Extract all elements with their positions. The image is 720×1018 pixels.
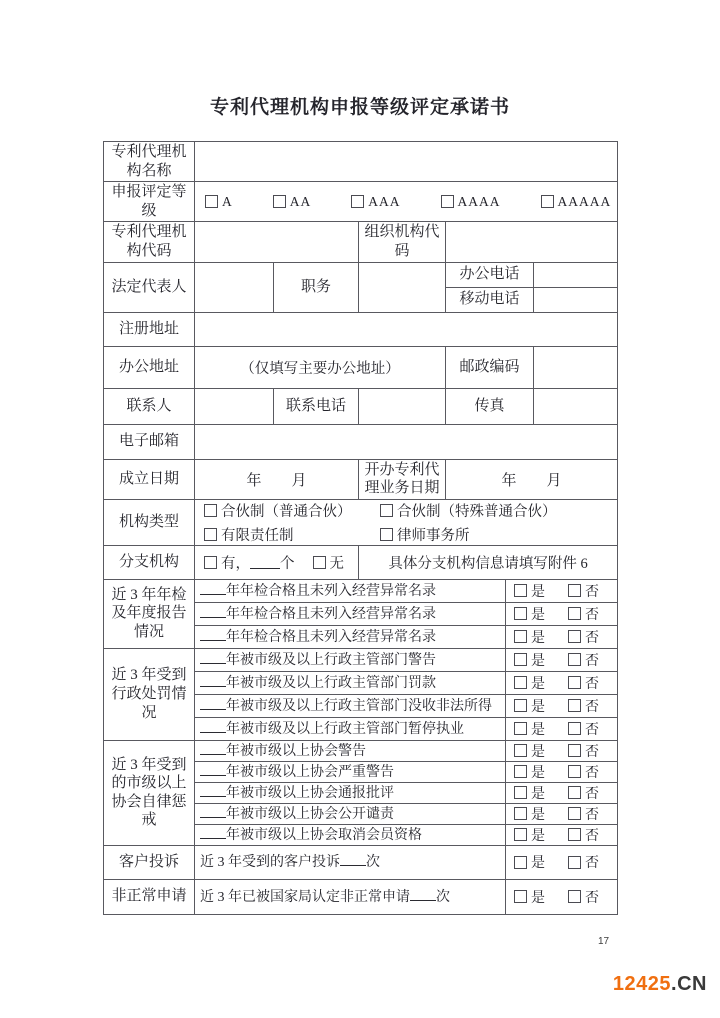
row-reg-address (104, 312, 618, 346)
month-label: 月 (291, 472, 307, 489)
yes-checkbox[interactable]: 是 (514, 627, 545, 647)
label-org-type: 机构类型 (104, 499, 195, 545)
checkbox-icon[interactable] (568, 856, 581, 869)
org-type-general-partnership[interactable]: 合伙制（普通合伙） (204, 500, 380, 521)
checkbox-icon[interactable] (514, 722, 527, 735)
label-assoc-discipline: 近 3 年受到的市级以上协会自律惩戒 (104, 740, 195, 845)
yes-checkbox[interactable]: 是 (514, 696, 545, 716)
grade-option-a[interactable]: A (205, 194, 233, 210)
label-contact: 联系人 (104, 388, 195, 424)
agency-name-input[interactable] (195, 142, 618, 182)
month-label: 月 (546, 472, 562, 489)
label-office-phone: 办公电话 (446, 262, 534, 287)
checkbox-icon[interactable] (204, 528, 217, 541)
year-blank[interactable] (200, 763, 226, 776)
year-blank[interactable] (200, 720, 226, 733)
checkbox-icon[interactable] (514, 676, 527, 689)
postal-code-input[interactable] (534, 346, 618, 388)
statement-text: 年年检合格且未列入经营异常名录 (226, 606, 436, 622)
fax-input[interactable] (534, 388, 618, 424)
form-table (103, 141, 618, 915)
no-checkbox[interactable]: 否 (568, 741, 599, 761)
statement-cell (195, 761, 506, 782)
checkbox-icon[interactable] (568, 699, 581, 712)
checkbox-icon[interactable] (568, 653, 581, 666)
no-checkbox[interactable]: 否 (568, 581, 599, 601)
yes-no-cell (506, 740, 618, 761)
yes-checkbox[interactable]: 是 (514, 852, 545, 872)
contact-phone-input[interactable] (359, 388, 446, 424)
yes-checkbox[interactable]: 是 (514, 604, 545, 624)
statement-text: 年被市级及以上行政主管部门没收非法所得 (226, 698, 492, 714)
org-type-limited-liability[interactable]: 有限责任制 (204, 524, 380, 545)
agency-code-input[interactable] (195, 222, 359, 262)
label-branches: 分支机构 (104, 545, 195, 579)
grade-option-aaa[interactable]: AAA (351, 194, 400, 210)
year-blank[interactable] (200, 605, 226, 618)
label-reg-address: 注册地址 (104, 312, 195, 346)
checkbox-icon[interactable] (204, 556, 217, 569)
year-blank[interactable] (200, 697, 226, 710)
watermark-tld-text: .CN (671, 973, 707, 995)
org-type-options-cell (195, 499, 618, 545)
statement-cell (195, 740, 506, 761)
watermark-logo[interactable] (613, 973, 707, 996)
row-dates (104, 459, 618, 499)
label-abnormal: 非正常申请 (104, 879, 195, 914)
label-agency-name: 专利代理机构名称 (104, 142, 195, 182)
yes-no-cell (506, 879, 618, 914)
yes-no-cell (506, 845, 618, 879)
yes-no-cell (506, 761, 618, 782)
office-address-note[interactable]: （仅填写主要办公地址） (195, 346, 446, 388)
org-type-special-partnership[interactable]: 合伙制（特殊普通合伙） (380, 500, 615, 521)
count-blank[interactable] (340, 853, 366, 866)
branches-note: 具体分支机构信息请填写附件 6 (359, 545, 618, 579)
reg-address-input[interactable] (195, 312, 618, 346)
branches-none-checkbox[interactable]: 无 (313, 552, 345, 573)
year-blank[interactable] (200, 674, 226, 687)
row-codes (104, 222, 618, 262)
statement-text: 年被市级以上协会警告 (226, 743, 366, 759)
contact-input[interactable] (195, 388, 274, 424)
year-blank[interactable] (200, 628, 226, 641)
row-org-type (104, 499, 618, 545)
yes-no-cell (506, 782, 618, 803)
statement-cell (195, 602, 506, 625)
statement-text: 年被市级及以上行政主管部门罚款 (226, 675, 436, 691)
practice-start-date-input[interactable] (446, 459, 618, 499)
yes-no-cell (506, 602, 618, 625)
yes-checkbox[interactable]: 是 (514, 783, 545, 803)
label-practice-start: 开办专利代理业务日期 (359, 459, 446, 499)
no-checkbox[interactable]: 否 (568, 604, 599, 624)
year-label: 年 (246, 472, 262, 489)
grade-option-aaaaa[interactable]: AAAAA (541, 194, 612, 210)
page-number: 17 (598, 936, 610, 947)
branches-options-cell (195, 545, 359, 579)
statement-cell (195, 671, 506, 694)
label-contact-phone: 联系电话 (274, 388, 359, 424)
checkbox-icon[interactable] (441, 195, 454, 208)
year-label: 年 (501, 472, 517, 489)
checkbox-icon[interactable] (568, 722, 581, 735)
year-blank[interactable] (200, 784, 226, 797)
checkbox-icon[interactable] (514, 630, 527, 643)
statement-text: 年被市级以上协会取消会员资格 (226, 827, 422, 843)
statement-text: 年被市级以上协会通报批评 (226, 785, 394, 801)
checkbox-icon[interactable] (568, 744, 581, 757)
row-complaints (104, 845, 618, 879)
yes-checkbox[interactable]: 是 (514, 804, 545, 824)
no-checkbox[interactable]: 否 (568, 627, 599, 647)
no-checkbox[interactable]: 否 (568, 719, 599, 739)
statement-suffix: 次 (366, 855, 380, 871)
branches-count-unit: 个 (280, 555, 295, 572)
statement-text: 年被市级以上协会公开谴责 (226, 806, 394, 822)
no-checkbox[interactable]: 否 (568, 825, 599, 845)
checkbox-icon[interactable] (568, 630, 581, 643)
page-title: 专利代理机构申报等级评定承诺书 (209, 97, 510, 118)
no-checkbox[interactable]: 否 (568, 804, 599, 824)
statement-text: 年年检合格且未列入经营异常名录 (226, 629, 436, 645)
checkbox-icon[interactable] (313, 556, 326, 569)
row-email (104, 424, 618, 459)
year-blank[interactable] (200, 826, 226, 839)
statement-text: 年被市级及以上行政主管部门暂停执业 (226, 721, 464, 737)
position-input[interactable] (359, 262, 446, 312)
no-checkbox[interactable]: 否 (568, 887, 599, 907)
grade-options-cell (195, 182, 618, 222)
statement-cell (195, 625, 506, 648)
label-legal-rep: 法定代表人 (104, 262, 195, 312)
yes-no-cell (506, 824, 618, 845)
label-org-code: 组织机构代码 (359, 222, 446, 262)
checkbox-icon[interactable] (514, 786, 527, 799)
email-input[interactable] (195, 424, 618, 459)
year-blank[interactable] (200, 805, 226, 818)
statement-cell (195, 845, 506, 879)
established-date-input[interactable] (195, 459, 359, 499)
yes-checkbox[interactable]: 是 (514, 719, 545, 739)
label-admin-penalty: 近 3 年受到行政处罚情况 (104, 648, 195, 740)
yes-no-cell (506, 803, 618, 824)
label-email: 电子邮箱 (104, 424, 195, 459)
statement-cell (195, 824, 506, 845)
checkbox-icon[interactable] (205, 195, 218, 208)
checkbox-icon[interactable] (273, 195, 286, 208)
statement-cell (195, 803, 506, 824)
yes-checkbox[interactable]: 是 (514, 741, 545, 761)
branches-has-checkbox[interactable]: 有， (204, 552, 250, 573)
checkbox-icon[interactable] (568, 786, 581, 799)
label-postal-code: 邮政编码 (446, 346, 534, 388)
row-abnormal (104, 879, 618, 914)
checkbox-icon[interactable] (514, 699, 527, 712)
no-checkbox[interactable]: 否 (568, 673, 599, 693)
checkbox-icon[interactable] (514, 584, 527, 597)
checkbox-icon[interactable] (541, 195, 554, 208)
checkbox-icon[interactable] (514, 607, 527, 620)
statement-cell (195, 648, 506, 671)
yes-checkbox[interactable]: 是 (514, 673, 545, 693)
no-checkbox[interactable]: 否 (568, 762, 599, 782)
checkbox-icon[interactable] (351, 195, 364, 208)
year-blank[interactable] (200, 651, 226, 664)
legal-rep-input[interactable] (195, 262, 274, 312)
checkbox-icon[interactable] (514, 765, 527, 778)
statement-suffix: 次 (436, 889, 450, 905)
row-office-address (104, 346, 618, 388)
checkbox-icon[interactable] (514, 890, 527, 903)
grade-option-aaaa[interactable]: AAAA (441, 194, 501, 210)
statement-cell (195, 879, 506, 914)
yes-no-cell (506, 694, 618, 717)
row-annual-check-1 (104, 579, 618, 602)
statement-text: 近 3 年受到的客户投诉 (200, 855, 340, 871)
office-phone-input[interactable] (534, 262, 618, 287)
org-type-law-firm[interactable]: 律师事务所 (380, 524, 615, 545)
checkbox-icon[interactable] (204, 504, 217, 517)
label-mobile-phone: 移动电话 (446, 287, 534, 312)
row-agency-name (104, 142, 618, 182)
row-branches (104, 545, 618, 579)
statement-cell (195, 717, 506, 740)
row-assoc-discipline-1 (104, 740, 618, 761)
no-checkbox[interactable]: 否 (568, 650, 599, 670)
checkbox-icon[interactable] (568, 807, 581, 820)
mobile-phone-input[interactable] (534, 287, 618, 312)
statement-text: 年被市级以上协会严重警告 (226, 764, 394, 780)
checkbox-icon[interactable] (568, 890, 581, 903)
no-checkbox[interactable]: 否 (568, 783, 599, 803)
checkbox-icon[interactable] (380, 504, 393, 517)
no-checkbox[interactable]: 否 (568, 852, 599, 872)
statement-text: 近 3 年已被国家局认定非正常申请 (200, 889, 410, 905)
label-fax: 传真 (446, 388, 534, 424)
checkbox-icon[interactable] (514, 828, 527, 841)
grade-option-aa[interactable]: AA (273, 194, 312, 210)
checkbox-icon[interactable] (568, 676, 581, 689)
count-blank[interactable] (410, 888, 436, 901)
yes-checkbox[interactable]: 是 (514, 887, 545, 907)
label-annual-check: 近 3 年年检及年度报告情况 (104, 579, 195, 648)
org-code-input[interactable] (446, 222, 618, 262)
row-admin-penalty-1 (104, 648, 618, 671)
yes-no-cell (506, 625, 618, 648)
label-office-address: 办公地址 (104, 346, 195, 388)
checkbox-icon[interactable] (514, 744, 527, 757)
checkbox-icon[interactable] (514, 807, 527, 820)
checkbox-icon[interactable] (568, 607, 581, 620)
yes-no-cell (506, 717, 618, 740)
yes-checkbox[interactable]: 是 (514, 581, 545, 601)
statement-text: 年被市级及以上行政主管部门警告 (226, 652, 436, 668)
checkbox-icon[interactable] (514, 653, 527, 666)
label-complaints: 客户投诉 (104, 845, 195, 879)
checkbox-icon[interactable] (568, 765, 581, 778)
yes-checkbox[interactable]: 是 (514, 825, 545, 845)
label-grade: 申报评定等级 (104, 182, 195, 222)
yes-checkbox[interactable]: 是 (514, 650, 545, 670)
statement-cell (195, 782, 506, 803)
year-blank[interactable] (200, 742, 226, 755)
no-checkbox[interactable]: 否 (568, 696, 599, 716)
label-established: 成立日期 (104, 459, 195, 499)
statement-text: 年年检合格且未列入经营异常名录 (226, 583, 436, 599)
statement-cell (195, 579, 506, 602)
label-agency-code: 专利代理机构代码 (104, 222, 195, 262)
label-position: 职务 (274, 262, 359, 312)
checkbox-icon[interactable] (380, 528, 393, 541)
year-blank[interactable] (200, 582, 226, 595)
watermark-site-text: 12425 (612, 973, 672, 995)
checkbox-icon[interactable] (568, 584, 581, 597)
checkbox-icon[interactable] (568, 828, 581, 841)
yes-no-cell (506, 671, 618, 694)
row-contact (104, 388, 618, 424)
row-grade (104, 182, 618, 222)
yes-no-cell (506, 648, 618, 671)
row-legal-rep (104, 262, 618, 287)
yes-checkbox[interactable]: 是 (514, 762, 545, 782)
checkbox-icon[interactable] (514, 856, 527, 869)
statement-cell (195, 694, 506, 717)
branches-count-blank[interactable] (250, 556, 280, 569)
yes-no-cell (506, 579, 618, 602)
